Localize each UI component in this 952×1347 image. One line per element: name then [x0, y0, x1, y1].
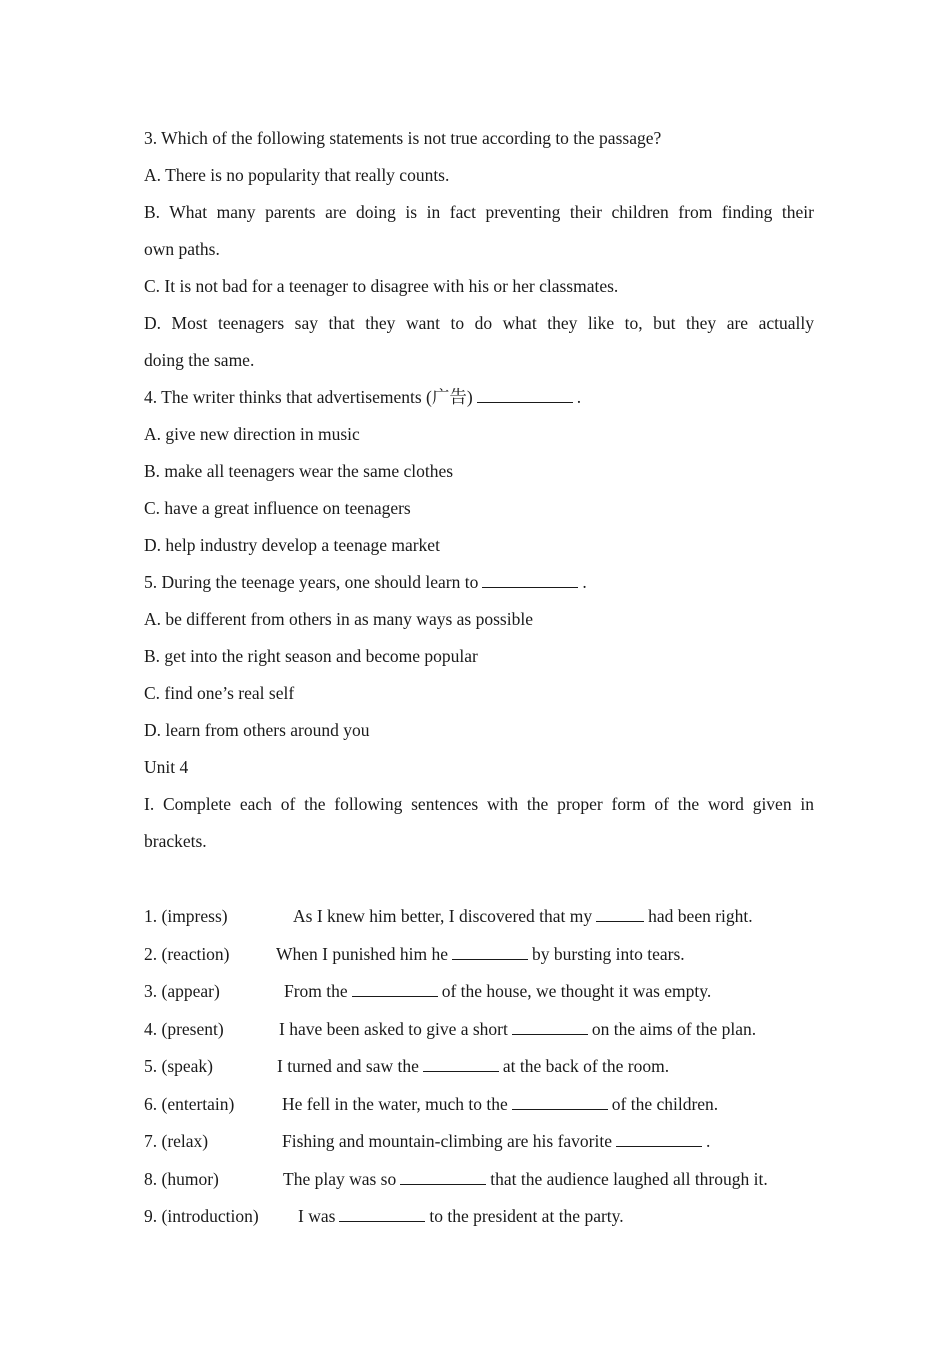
exercise-row — [144, 1123, 814, 1161]
exercise-word: 3. (appear) — [144, 981, 220, 1001]
question-4-option-c: C. have a great influence on teenagers — [144, 498, 411, 518]
exercise-blank — [400, 1168, 486, 1185]
question-3-option-a: A. There is no popularity that really counts. — [144, 165, 450, 185]
exercise-sentence-after: on the aims of the plan. — [591, 1018, 757, 1039]
exercise-row — [144, 1011, 814, 1049]
exercise-sentence-before: I turned and saw the — [277, 1056, 419, 1076]
question-5-option-c: C. find one’s real self — [144, 683, 295, 703]
exercise-sentence — [293, 898, 753, 936]
exercise-sentence — [282, 1086, 718, 1124]
question-5-stem-end: . — [582, 572, 587, 592]
question-4-stem — [144, 379, 814, 416]
exercise-sentence — [277, 1048, 669, 1086]
exercise-row — [144, 936, 814, 974]
exercise-sentence-before: Fishing and mountain-climbing are his favorite — [282, 1131, 613, 1151]
unit-title: Unit 4 — [144, 757, 189, 777]
exercise-sentence-after: of the children. — [611, 1093, 719, 1114]
question-3-option-b-line1: B. What many parents are doing is in fact preventing their children from finding their — [144, 202, 814, 222]
question-3-option-d-line2: doing the same. — [144, 350, 255, 370]
exercise-row — [144, 1161, 814, 1199]
exercise-word: 4. (present) — [144, 1018, 224, 1039]
exercise-sentence-after: of the house, we thought it was empty. — [441, 981, 712, 1001]
exercise-blank — [452, 943, 528, 960]
exercise-sentence-before: When I punished him he — [276, 943, 449, 964]
exercise-sentence — [284, 973, 711, 1011]
question-3-stem: 3. Which of the following statements is not true according to the passage? — [144, 128, 662, 148]
question-5-blank — [482, 571, 578, 588]
question-5-option-d: D. learn from others around you — [144, 720, 370, 740]
exercise-sentence-after: to the president at the party. — [429, 1206, 624, 1226]
question-5-stem — [144, 564, 814, 601]
exercise-sentence-after: . — [706, 1131, 711, 1151]
exercise-word: 6. (entertain) — [144, 1093, 235, 1114]
question-5-option-a: A. be different from others in as many ways as possible — [144, 609, 533, 629]
exercise-sentence-after: had been right. — [648, 906, 753, 926]
exercise-blank — [352, 980, 438, 997]
exercise-sentence-before: The play was so — [283, 1168, 397, 1189]
unit-instruction-line1: I. Complete each of the following sentences with the proper form of the word given in — [144, 794, 814, 814]
question-4-option-d: D. help industry develop a teenage market — [144, 535, 440, 555]
question-3-option-b-line2: own paths. — [144, 239, 220, 259]
exercise-word: 9. (introduction) — [144, 1206, 259, 1226]
question-4-option-a: A. give new direction in music — [144, 424, 360, 444]
exercise-sentence-after: at the back of the room. — [502, 1056, 670, 1076]
question-3-option-c: C. It is not bad for a teenager to disagree with his or her classmates. — [144, 276, 619, 296]
exercise-row — [144, 1086, 814, 1124]
question-4-stem-text: 4. The writer thinks that advertisements (广告) — [144, 387, 473, 407]
exercise-word: 1. (impress) — [144, 906, 228, 926]
exercise-row — [144, 898, 814, 936]
exercise-word: 7. (relax) — [144, 1131, 209, 1151]
question-4-option-b: B. make all teenagers wear the same clothes — [144, 461, 454, 481]
question-5-option-b: B. get into the right season and become popular — [144, 646, 478, 666]
exercise-sentence-before: I was — [298, 1206, 336, 1226]
exercise-sentence-before: From the — [284, 981, 348, 1001]
exercise-word: 8. (humor) — [144, 1168, 219, 1189]
exercise-sentence-after: by bursting into tears. — [532, 943, 685, 964]
question-4-stem-end: . — [576, 387, 582, 407]
exercise-sentence — [279, 1011, 756, 1049]
section-spacer — [144, 860, 814, 898]
exercise-word: 2. (reaction) — [144, 943, 230, 964]
exercise-row — [144, 1048, 814, 1086]
exercise-sentence — [282, 1123, 710, 1161]
exercise-sentence-after: that the audience laughed all through it. — [490, 1168, 768, 1189]
exercise-blank — [339, 1205, 425, 1222]
exercise-row — [144, 1198, 814, 1236]
exercise-word: 5. (speak) — [144, 1056, 214, 1076]
exercise-blank — [616, 1130, 702, 1147]
exercise-sentence-before: As I knew him better, I discovered that my — [293, 906, 593, 926]
exercise-blank — [423, 1055, 499, 1072]
exercise-sentence — [276, 936, 685, 974]
unit-instruction-line2: brackets. — [144, 831, 207, 851]
document-page — [144, 120, 814, 1236]
exercise-blank — [596, 905, 644, 922]
exercise-sentence-before: He fell in the water, much to the — [282, 1093, 508, 1114]
question-5-stem-text: 5. During the teenage years, one should learn to — [144, 572, 479, 592]
question-3-option-d-line1: D. Most teenagers say that they want to do what they like to, but they are actually — [144, 313, 814, 333]
exercise-sentence — [298, 1198, 624, 1236]
question-4-blank — [477, 386, 573, 403]
exercise-sentence — [283, 1161, 768, 1199]
exercise-blank — [512, 1018, 588, 1035]
exercise-blank — [512, 1093, 608, 1110]
exercise-row — [144, 973, 814, 1011]
exercise-sentence-before: I have been asked to give a short — [279, 1018, 508, 1039]
